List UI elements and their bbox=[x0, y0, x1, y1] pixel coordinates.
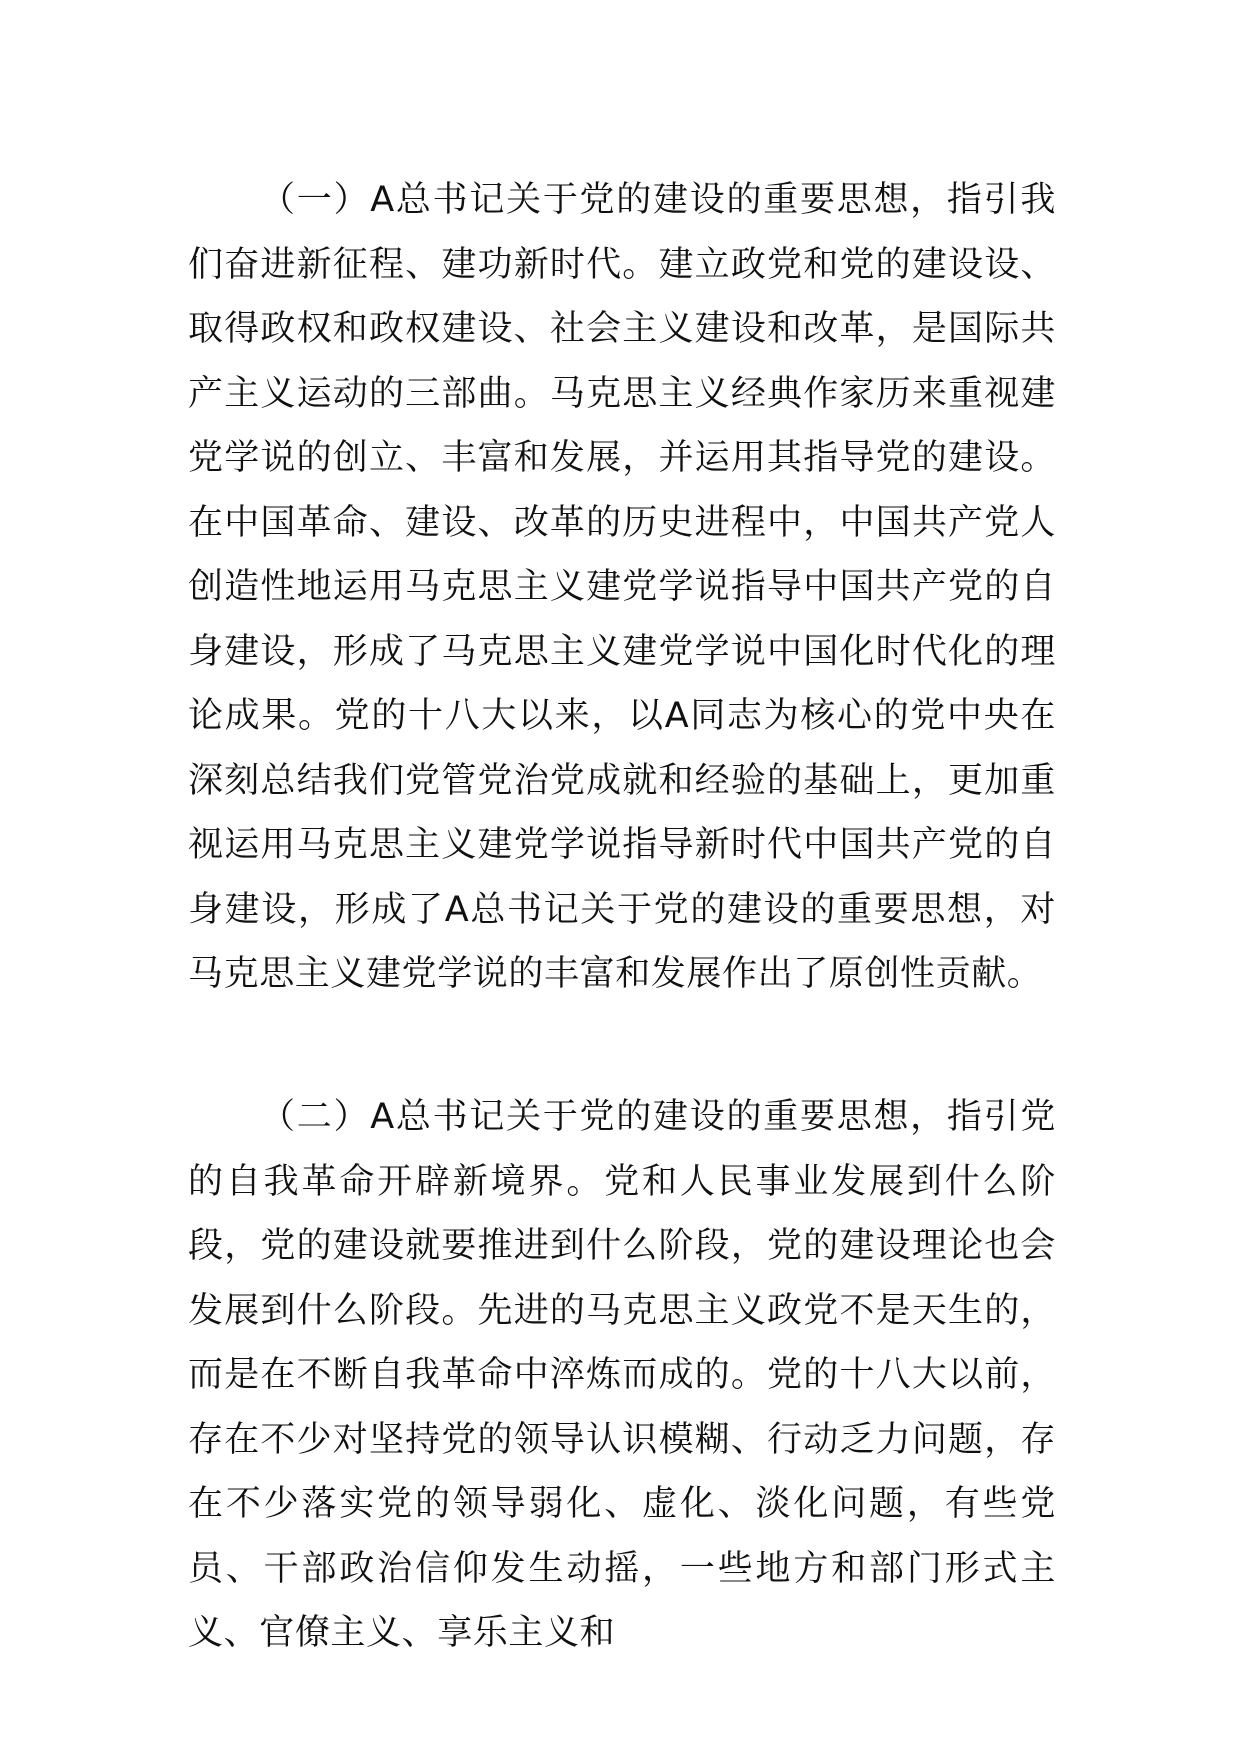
paragraph-1: （一）A总书记关于党的建设的重要思想，指引我们奋进新征程、建功新时代。建立政党和党的建设设、取得政权和政权建设、社会主义建设和改革，是国际共产主义运动的三部曲。马克思主义经典作家历来重视建党学说的创立、丰富和发展，并运用其指导党的建设。在中国革命、建设、改革的历史进程中，中国共产党人创造性地运用马克思主义建党学说指导中国共产党的自身建设，形成了马克思主义建党学说中国化时代化的理论成果。党的十八大以来，以A同志为核心的党中央在深刻总结我们党管党治党成就和经验的基础上，更加重视运用马克思主义建党学说指导新时代中国共产党的自身建设，形成了A总书记关于党的建设的重要思想，对马克思主义建党学说的丰富和发展作出了原创性贡献。 bbox=[188, 180, 1056, 994]
paragraph-2: （二）A总书记关于党的建设的重要思想，指引党的自我革命开辟新境界。党和人民事业发展到什么阶段，党的建设就要推进到什么阶段，党的建设理论也会发展到什么阶段。先进的马克思主义政党不是天生的，而是在不断自我革命中淬炼而成的。党的十八大以前，存在不少对坚持党的领导认识模糊、行动乏力问题，存在不少落实党的领导弱化、虚化、淡化问题，有些党员、干部政治信仰发生动摇，一些地方和部门形式主义、官僚主义、享乐主义和 bbox=[188, 1097, 1056, 1653]
